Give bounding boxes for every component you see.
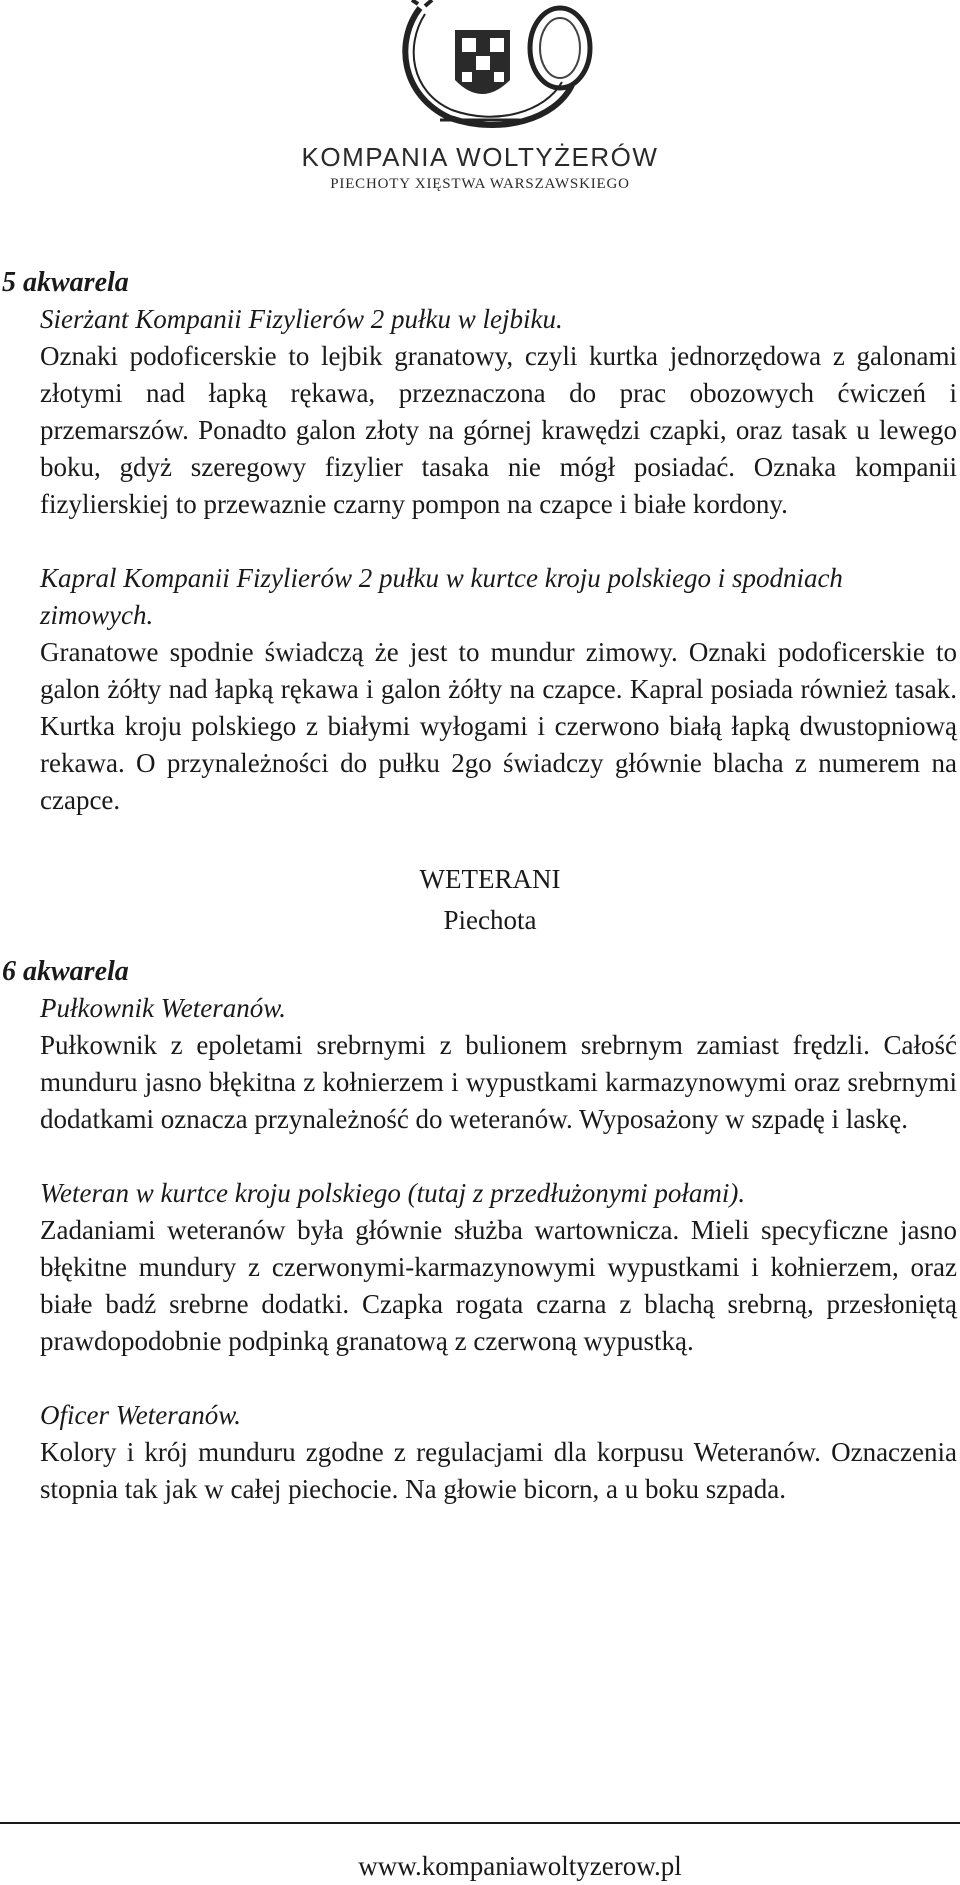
- logo-title: KOMPANIA WOLTYŻERÓW: [301, 142, 659, 172]
- entry-caption: Oficer Weteranów.: [40, 1400, 241, 1430]
- hunting-horn-emblem-icon: [0, 0, 960, 140]
- entry-caption: Kapral Kompanii Fizylierów 2 pułku w kurtce kroju polskiego i spodniach zimowych.: [40, 563, 843, 630]
- header-logo: [0, 0, 960, 215]
- heading-infantry: Piechota: [443, 905, 537, 935]
- entry-text: Oznaki podoficerskie to lejbik granatowy, czyli kurtka jednorzędowa z galonami złotymi nad łapką rękawa, przeznaczona do prac obozowych ćwiczeń i przemarszów. Ponadto galon złoty na górnej krawędzi czapki, oraz tasak u lewego boku, gdyż szeregowy fizylier tasaka nie mógł posiadać. Oznaka kompanii fizylierskiej to przewaznie czarny pompon na czapce i białe kordony.: [40, 341, 957, 519]
- section-6-entry-2: [40, 1175, 957, 1360]
- document-body: [0, 264, 960, 1508]
- heading-veterans: WETERANI: [419, 864, 561, 894]
- footer-divider: [0, 1822, 960, 1824]
- entry-caption: Sierżant Kompanii Fizylierów 2 pułku w lejbiku.: [40, 304, 563, 334]
- section-6-entry-1: [40, 990, 957, 1138]
- section-5-entry-1: [40, 301, 957, 523]
- section-6-label: 6 akwarela: [2, 956, 129, 987]
- footer-website-link[interactable]: www.kompaniawoltyzerow.pl: [358, 1851, 682, 1881]
- section-5-label: 5 akwarela: [2, 267, 129, 298]
- entry-text: Pułkownik z epoletami srebrnymi z bulionem srebrnym zamiast frędzli. Całość munduru jasno błękitna z kołnierzem i wypustkami karmazynowymi oraz srebrnymi dodatkami oznacza przynależność do weteranów. Wyposażony w szpadę i laskę.: [40, 1030, 957, 1134]
- section-6-entry-3: [40, 1397, 957, 1508]
- entry-caption: Weteran w kurtce kroju polskiego (tutaj z przedłużonymi połami).: [40, 1178, 746, 1208]
- section-5-entry-2: [40, 560, 957, 819]
- entry-text: Zadaniami weteranów była głównie służba wartownicza. Mieli specyficzne jasno błękitne mundury z czerwonymi-karmazynowymi wypustkami i kołnierzem, oraz białe badź srebrne dodatki. Czapka rogata czarna z blachą srebrną, przesłoniętą prawdopodobnie podpinką granatową z czerwoną wypustką.: [40, 1215, 957, 1356]
- entry-text: Kolory i krój munduru zgodne z regulacjami dla korpusu Weteranów. Oznaczenia stopnia tak jak w całej piechocie. Na głowie bicorn, a u boku szpada.: [40, 1437, 957, 1504]
- entry-caption: Pułkownik Weteranów.: [40, 993, 286, 1023]
- logo-subtitle: PIECHOTY XIĘSTWA WARSZAWSKIEGO: [330, 176, 630, 192]
- entry-text: Granatowe spodnie świadczą że jest to mundur zimowy. Oznaki podoficerskie to galon żółty nad łapką rękawa i galon żółty na czapce. Kapral posiada również tasak. Kurtka kroju polskiego z białymi wyłogami i czerwono białą łapką dwustopniową rekawa. O przynależności do pułku 2go świadczy głównie blacha z numerem na czapce.: [40, 637, 957, 815]
